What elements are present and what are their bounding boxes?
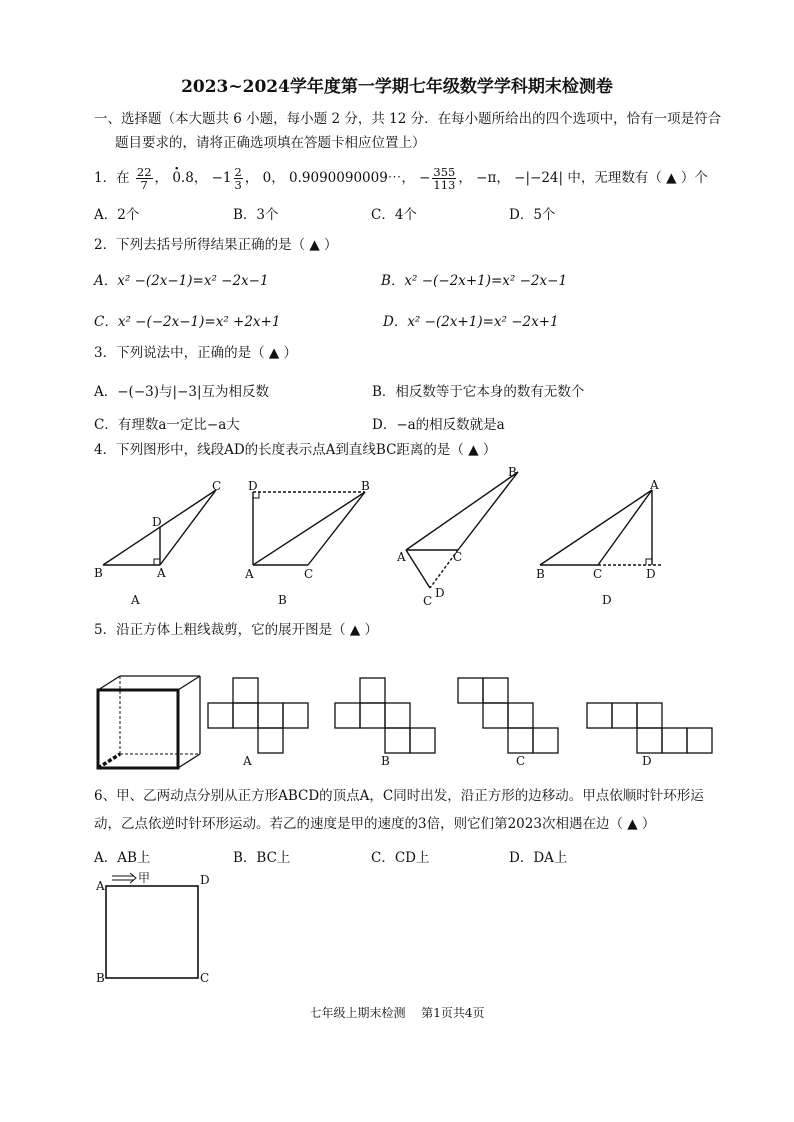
question-1: 1．在 $\frac{22}{7}$ ， · 0.8， −1 $\frac{2}{3}$ ， 0， 0.9090090009⋯， − $\frac{355}{113}$ ， −π， −|−24| 中，无理数有（ ▲ ）个: [94, 166, 708, 191]
q4-figure-d[interactable]: [536, 478, 662, 607]
svg-text:C: C: [593, 567, 603, 581]
svg-text:D: D: [248, 479, 258, 493]
section-heading-line2: 题目要求的，请将正确选项填在答题卡相应位置上）: [115, 135, 426, 151]
page-footer: 七年级上期末检测 第1页共4页: [309, 1006, 485, 1020]
corner-label-a: A: [96, 879, 105, 893]
svg-text:B: B: [381, 754, 390, 768]
number-zero: 0，: [262, 170, 285, 186]
q2-option-c[interactable]: C．x² −(−2x−1)=x² +2x+1: [94, 314, 281, 330]
q6-option-a[interactable]: A．AB上: [94, 850, 151, 866]
q2-option-b[interactable]: B．x² −(−2x+1)=x² −2x−1: [381, 273, 568, 289]
q6-option-b[interactable]: B．BC上: [233, 850, 291, 866]
net-option-c[interactable]: [458, 678, 558, 768]
net-option-d[interactable]: [587, 703, 712, 768]
q1-suffix: 中，无理数有（ ▲ ）个: [567, 170, 708, 186]
figure-label-d: D: [602, 593, 612, 607]
fraction-2-3: $\frac{2}{3}$: [234, 165, 242, 192]
point-label: A: [157, 566, 166, 580]
q2-option-d[interactable]: D．x² −(2x+1)=x² −2x+1: [383, 314, 559, 330]
fraction-22-7: $\frac{22}{7}$: [136, 165, 152, 192]
q1-option-d[interactable]: D．5个: [509, 207, 556, 223]
number-neg-abs-24: −|−24|: [514, 170, 564, 186]
corner-label-b: B: [96, 971, 105, 985]
q1-option-a[interactable]: A．2个: [94, 207, 140, 223]
q6-option-c[interactable]: C．CD上: [371, 850, 430, 866]
question-6-line1: 6、甲、乙两动点分别从正方形ABCD的顶点A，C同时出发，沿正方形的边移动。甲点依顺时针环形运: [94, 788, 704, 804]
q3-option-d[interactable]: D．−a的相反数就是a: [372, 417, 505, 433]
point-label: D: [152, 515, 162, 529]
figure-label-a: A: [131, 593, 140, 607]
q3-option-b[interactable]: B．相反数等于它本身的数有无数个: [372, 384, 585, 400]
q2-option-a[interactable]: A．x² −(2x−1)=x² −2x−1: [94, 273, 269, 289]
svg-text:A: A: [650, 478, 659, 492]
q1-f3-sign: −1: [211, 170, 232, 186]
figure-label-b: B: [278, 593, 287, 607]
corner-label-d: D: [200, 873, 210, 887]
svg-text:C: C: [453, 550, 463, 564]
svg-text:D: D: [642, 754, 652, 768]
corner-label-c: C: [200, 971, 210, 985]
section-heading: 一、选择题（本大题共 6 小题，每小题 2 分，共 12 分．在每小题所给出的四个选项中，恰有一项是符合: [94, 111, 722, 127]
question-6-line2: 动，乙点依逆时针环形运动。若乙的速度是甲的速度的3倍，则它们第2023次相遇在边（ ▲ ）: [94, 816, 656, 832]
figure-label-c: C: [423, 594, 433, 608]
svg-text:D: D: [646, 567, 656, 581]
q3-option-c[interactable]: C．有理数a一定比−a大: [94, 417, 240, 433]
q4-figures: [90, 462, 690, 612]
question-2: 2．下列去括号所得结果正确的是（ ▲ ）: [94, 237, 338, 253]
svg-text:C: C: [516, 754, 526, 768]
question-4: 4．下列图形中，线段AD的长度表示点A到直线BC距离的是（ ▲ ）: [94, 442, 497, 458]
q3-option-a[interactable]: A．−(−3)与|−3|互为相反数: [94, 384, 269, 400]
q4-figure-c[interactable]: [396, 465, 518, 608]
q4-figure-b[interactable]: [244, 479, 370, 607]
cube-figure: [98, 676, 200, 768]
svg-text:D: D: [435, 586, 445, 600]
q1-option-b[interactable]: B．3个: [233, 207, 279, 223]
q4-figure-a[interactable]: [94, 479, 221, 607]
point-label: B: [94, 566, 103, 580]
q1-f6-sign: −: [419, 170, 431, 186]
number-0-8-repeating: · 0.8: [172, 170, 193, 186]
svg-text:C: C: [304, 567, 314, 581]
q5-figures: [90, 664, 730, 770]
q1-option-c[interactable]: C．4个: [371, 207, 417, 223]
q1-prefix: 1．在: [94, 170, 130, 186]
fraction-355-113: $\frac{355}{113}$: [433, 165, 456, 192]
question-3: 3．下列说法中，正确的是（ ▲ ）: [94, 345, 298, 361]
jia-label: 甲: [138, 871, 151, 885]
svg-text:B: B: [508, 465, 517, 479]
number-0-909: 0.9090090009⋯: [289, 170, 402, 186]
svg-text:A: A: [245, 567, 254, 581]
number-neg-pi: −π，: [476, 170, 510, 186]
q6-option-d[interactable]: D．DA上: [509, 850, 568, 866]
svg-text:A: A: [397, 550, 406, 564]
net-option-a[interactable]: [208, 678, 308, 768]
question-5: 5．沿正方体上粗线裁剪，它的展开图是（ ▲ ）: [94, 622, 379, 638]
svg-text:B: B: [536, 567, 545, 581]
point-label: C: [212, 479, 222, 493]
svg-text:B: B: [361, 479, 370, 493]
page-title: 2023~2024学年度第一学期七年级数学学科期末检测卷: [181, 77, 613, 97]
net-option-b[interactable]: [335, 678, 435, 768]
svg-text:A: A: [243, 754, 252, 768]
q6-square-figure: [90, 868, 230, 988]
